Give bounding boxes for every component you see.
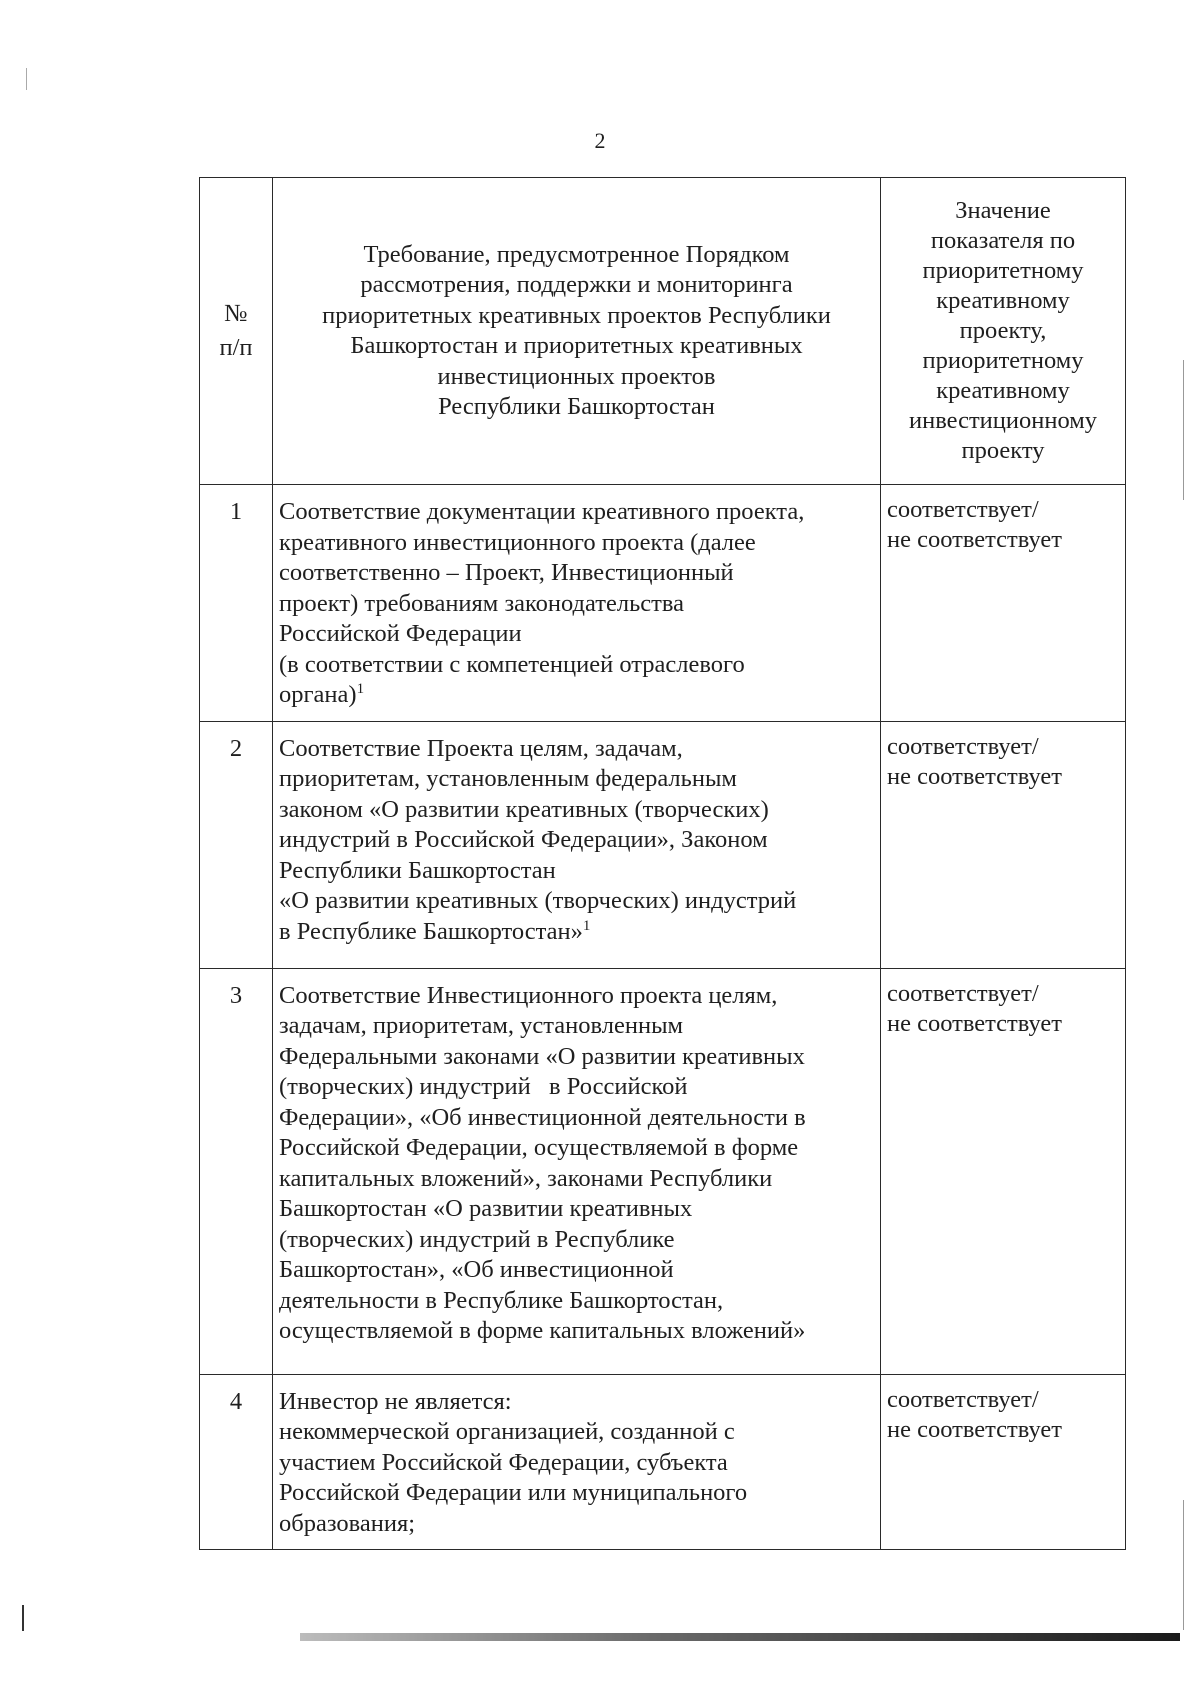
requirement-line: индустрий в Российской Федерации», Законом [279, 826, 768, 853]
row-requirement [273, 968, 881, 1374]
header-value-line: проекту, [959, 317, 1047, 344]
requirement-line: (в соответствии с компетенцией отраслевого [279, 650, 745, 678]
header-requirement-line: Республики Башкортостан [438, 393, 715, 420]
requirement-line: Инвестор не является: [279, 1387, 512, 1415]
requirement-line: капитальных вложений», законами Республики [279, 1164, 773, 1192]
requirement-line: Федеральными законами «О развитии креативных [279, 1042, 805, 1070]
header-requirement-line: приоритетных креативных проектов Республики [322, 301, 831, 329]
requirement-line: Соответствие Инвестиционного проекта целям, [279, 981, 778, 1009]
requirement-line: Соответствие документации креативного проекта, [279, 498, 805, 525]
bottom-scan-rule [300, 1633, 1180, 1641]
requirement-line: Республики Башкортостан [279, 856, 556, 884]
row-value [881, 968, 1126, 1374]
table-row [200, 1374, 1126, 1550]
requirement-line: Башкортостан «О развитии креативных [279, 1195, 693, 1222]
row-number: 2 [200, 721, 273, 968]
requirement-line: соответственно – Проект, Инвестиционный [279, 559, 734, 586]
header-requirement-line: инвестиционных проектов [437, 362, 716, 390]
header-value-line: приоритетному [922, 257, 1084, 284]
requirement-line: осуществляемой в форме капитальных вложений» [279, 1317, 806, 1344]
header-number-cell [200, 178, 273, 485]
requirement-line: приоритетам, установленным федеральным [279, 765, 737, 792]
scan-margin-mark [26, 68, 27, 90]
value-line: соответствует/ [887, 496, 1039, 523]
table-row [200, 485, 1126, 722]
row-requirement [273, 1374, 881, 1550]
row-number: 4 [200, 1374, 273, 1550]
requirement-line: участием Российской Федерации, субъекта [279, 1448, 728, 1476]
header-value-line: креативному [936, 377, 1070, 404]
requirement-line: Башкортостан», «Об инвестиционной [279, 1256, 674, 1283]
row-requirement [273, 485, 881, 722]
requirement-line: деятельности в Республике Башкортостан, [279, 1286, 724, 1314]
requirement-line: «О развитии креативных (творческих) индустрий [279, 887, 797, 914]
row-requirement [273, 721, 881, 968]
header-requirement-cell [273, 178, 881, 485]
header-value-line: Значение [955, 197, 1051, 224]
value-line: не соответствует [887, 526, 1062, 553]
requirement-line: Российской Федерации или муниципального [279, 1479, 748, 1506]
header-value-line: проекту [961, 437, 1045, 464]
row-value [881, 1374, 1126, 1550]
header-value-cell [881, 178, 1126, 485]
value-line: соответствует/ [887, 732, 1039, 760]
page-number: 2 [594, 128, 606, 153]
header-value-line: инвестиционному [908, 407, 1098, 434]
footnote-marker: 1 [356, 680, 365, 697]
requirement-line: креативного инвестиционного проекта (далее [279, 528, 756, 556]
scan-margin-mark [1183, 1500, 1184, 1630]
requirement-line: задачам, приоритетам, установленным [279, 1012, 684, 1039]
table-row [200, 721, 1126, 968]
requirement-line: образования; [279, 1509, 416, 1537]
value-line: не соответствует [887, 1009, 1062, 1037]
requirement-line: (творческих) индустрий в Российской [279, 1073, 688, 1100]
header-value-line: приоритетному [922, 347, 1084, 374]
value-line: не соответствует [887, 1415, 1062, 1443]
requirement-line: некоммерческой организацией, созданной с [279, 1418, 735, 1445]
requirement-line: Российской Федерации, осуществляемой в форме [279, 1134, 799, 1161]
row-number: 1 [200, 485, 273, 722]
requirement-line: (творческих) индустрий в Республике [279, 1225, 675, 1253]
header-value-line: показателя по [930, 227, 1076, 254]
requirements-table [199, 177, 1126, 1550]
header-value-line: креативному [936, 287, 1070, 314]
footnote-marker: 1 [582, 917, 591, 934]
value-line: соответствует/ [887, 1385, 1039, 1413]
value-line: соответствует/ [887, 979, 1039, 1007]
requirement-line: Федерации», «Об инвестиционной деятельности в [279, 1103, 806, 1131]
table-row [200, 968, 1126, 1374]
requirement-line: Соответствие Проекта целям, задачам, [279, 734, 683, 762]
requirement-line: Российской Федерации [279, 620, 522, 647]
value-line: не соответствует [887, 762, 1062, 790]
row-number: 3 [200, 968, 273, 1374]
requirement-line: в Республике Башкортостан» [279, 917, 583, 945]
header-number-line: № [224, 300, 248, 327]
header-requirement-line: Требование, предусмотренное Порядком [363, 240, 790, 268]
requirement-line: проект) требованиям законодательства [279, 589, 684, 617]
row-value [881, 485, 1126, 722]
header-number-line: п/п [219, 334, 253, 361]
header-requirement-line: Башкортостан и приоритетных креативных [350, 332, 803, 359]
scan-margin-mark [1183, 360, 1184, 500]
table-header-row [200, 178, 1126, 485]
requirement-line: органа) [279, 681, 357, 708]
scan-margin-mark [22, 1605, 24, 1631]
header-requirement-line: рассмотрения, поддержки и мониторинга [360, 271, 793, 298]
row-value [881, 721, 1126, 968]
requirement-line: законом «О развитии креативных (творческих) [279, 795, 769, 823]
